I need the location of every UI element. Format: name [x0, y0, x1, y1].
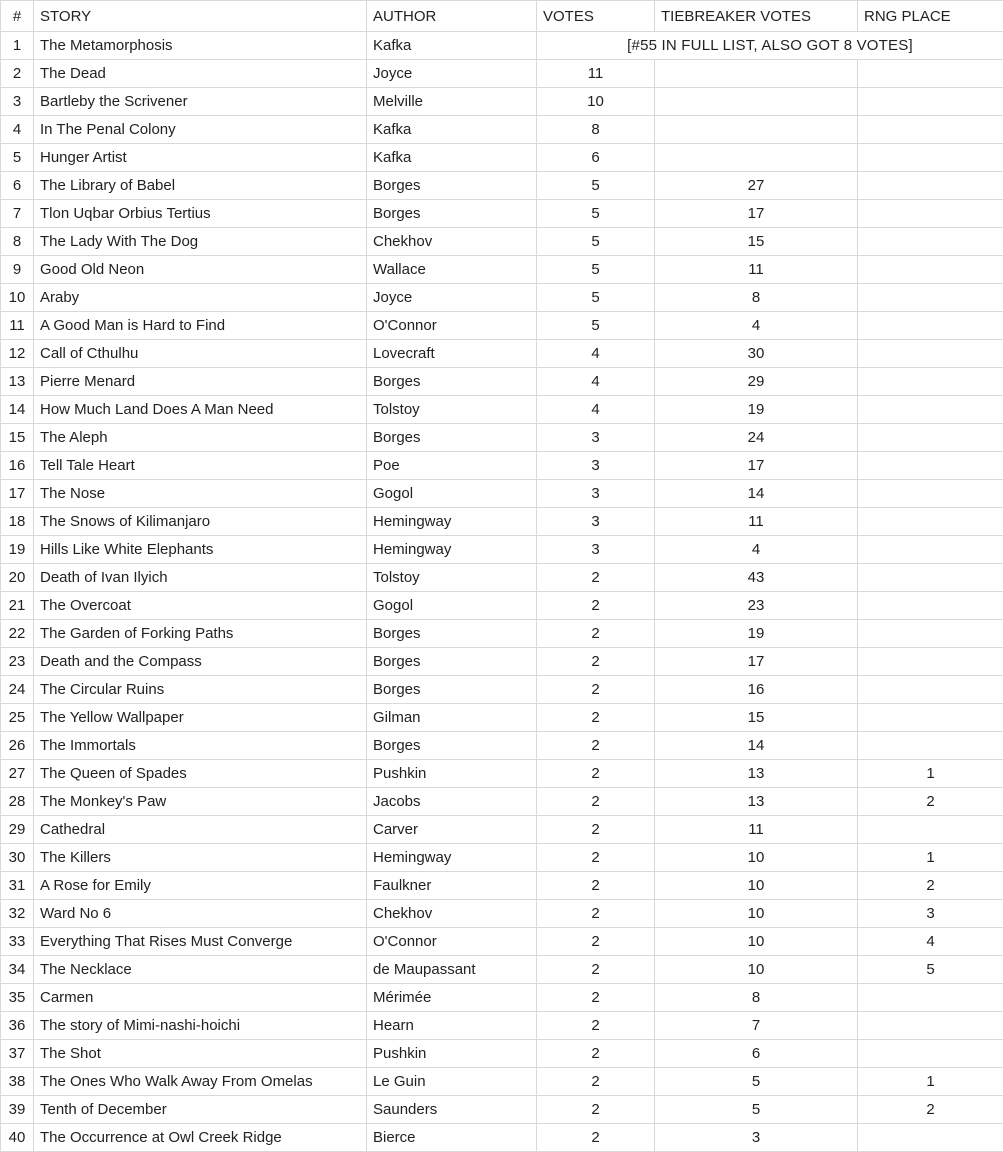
- cell-story[interactable]: Call of Cthulhu: [34, 340, 367, 368]
- cell-num[interactable]: 37: [1, 1040, 34, 1068]
- cell-votes[interactable]: 5: [537, 228, 655, 256]
- cell-rng-place[interactable]: 3: [858, 900, 1003, 928]
- cell-rng-place[interactable]: [858, 620, 1003, 648]
- cell-tiebreaker[interactable]: 3: [655, 1124, 858, 1152]
- table-row: [1, 1068, 1003, 1096]
- cell-votes[interactable]: 2: [537, 816, 655, 844]
- cell-author[interactable]: de Maupassant: [367, 956, 537, 984]
- cell-votes[interactable]: 3: [537, 452, 655, 480]
- cell-author[interactable]: Kafka: [367, 144, 537, 172]
- cell-votes[interactable]: 2: [537, 928, 655, 956]
- cell-rng-place[interactable]: [858, 648, 1003, 676]
- cell-votes[interactable]: 2: [537, 592, 655, 620]
- cell-tiebreaker[interactable]: 11: [655, 256, 858, 284]
- cell-tiebreaker[interactable]: 14: [655, 480, 858, 508]
- table-row: [1, 1124, 1003, 1152]
- header-row: [1, 1, 1003, 32]
- cell-author[interactable]: Le Guin: [367, 1068, 537, 1096]
- cell-votes[interactable]: 3: [537, 508, 655, 536]
- cell-votes[interactable]: 2: [537, 760, 655, 788]
- cell-story[interactable]: The Killers: [34, 844, 367, 872]
- cell-tiebreaker[interactable]: [655, 88, 858, 116]
- cell-author[interactable]: Borges: [367, 676, 537, 704]
- cell-votes[interactable]: 5: [537, 200, 655, 228]
- cell-rng-place[interactable]: [858, 228, 1003, 256]
- cell-author[interactable]: Melville: [367, 88, 537, 116]
- cell-num[interactable]: 15: [1, 424, 34, 452]
- cell-rng-place[interactable]: [858, 592, 1003, 620]
- table-row: [1, 312, 1003, 340]
- cell-votes[interactable]: 2: [537, 900, 655, 928]
- cell-num[interactable]: 36: [1, 1012, 34, 1040]
- cell-num[interactable]: 20: [1, 564, 34, 592]
- cell-votes[interactable]: 5: [537, 256, 655, 284]
- table-row: [1, 1012, 1003, 1040]
- cell-author[interactable]: Tolstoy: [367, 564, 537, 592]
- cell-rng-place[interactable]: 1: [858, 844, 1003, 872]
- cell-votes[interactable]: 2: [537, 620, 655, 648]
- cell-votes[interactable]: 2: [537, 1124, 655, 1152]
- table-row: [1, 424, 1003, 452]
- cell-rng-place[interactable]: [858, 676, 1003, 704]
- cell-num[interactable]: 1: [1, 32, 34, 60]
- table-row: [1, 592, 1003, 620]
- cell-rng-place[interactable]: [858, 312, 1003, 340]
- cell-tiebreaker[interactable]: 13: [655, 760, 858, 788]
- cell-tiebreaker[interactable]: 16: [655, 676, 858, 704]
- cell-votes[interactable]: 2: [537, 732, 655, 760]
- cell-rng-place[interactable]: 2: [858, 1096, 1003, 1124]
- cell-story[interactable]: Pierre Menard: [34, 368, 367, 396]
- cell-num[interactable]: 35: [1, 984, 34, 1012]
- table-row: [1, 32, 1003, 60]
- cell-rng-place[interactable]: 2: [858, 788, 1003, 816]
- cell-author[interactable]: Lovecraft: [367, 340, 537, 368]
- cell-story[interactable]: The Library of Babel: [34, 172, 367, 200]
- cell-author[interactable]: Bierce: [367, 1124, 537, 1152]
- cell-votes[interactable]: 4: [537, 396, 655, 424]
- cell-rng-place[interactable]: 1: [858, 760, 1003, 788]
- cell-votes[interactable]: 2: [537, 956, 655, 984]
- cell-num[interactable]: 19: [1, 536, 34, 564]
- cell-author[interactable]: Pushkin: [367, 1040, 537, 1068]
- cell-story[interactable]: Cathedral: [34, 816, 367, 844]
- cell-num[interactable]: 28: [1, 788, 34, 816]
- table-row: [1, 704, 1003, 732]
- cell-num[interactable]: 16: [1, 452, 34, 480]
- cell-rng-place[interactable]: [858, 704, 1003, 732]
- cell-author[interactable]: Kafka: [367, 32, 537, 60]
- cell-num[interactable]: 29: [1, 816, 34, 844]
- table-row: [1, 928, 1003, 956]
- cell-num[interactable]: 32: [1, 900, 34, 928]
- cell-story[interactable]: The Monkey's Paw: [34, 788, 367, 816]
- cell-num[interactable]: 12: [1, 340, 34, 368]
- cell-story[interactable]: In The Penal Colony: [34, 116, 367, 144]
- cell-rng-place[interactable]: 2: [858, 872, 1003, 900]
- cell-author[interactable]: Hemingway: [367, 536, 537, 564]
- cell-author[interactable]: Tolstoy: [367, 396, 537, 424]
- cell-rng-place[interactable]: [858, 480, 1003, 508]
- cell-story[interactable]: Ward No 6: [34, 900, 367, 928]
- cell-author[interactable]: O'Connor: [367, 312, 537, 340]
- cell-author[interactable]: Chekhov: [367, 228, 537, 256]
- cell-story[interactable]: Death of Ivan Ilyich: [34, 564, 367, 592]
- cell-num[interactable]: 4: [1, 116, 34, 144]
- cell-author[interactable]: Jacobs: [367, 788, 537, 816]
- cell-num[interactable]: 40: [1, 1124, 34, 1152]
- table-row: [1, 200, 1003, 228]
- cell-num[interactable]: 23: [1, 648, 34, 676]
- cell-rng-place[interactable]: [858, 200, 1003, 228]
- cell-author[interactable]: O'Connor: [367, 928, 537, 956]
- cell-story[interactable]: The Nose: [34, 480, 367, 508]
- table-row: [1, 760, 1003, 788]
- cell-num[interactable]: 17: [1, 480, 34, 508]
- cell-story[interactable]: A Good Man is Hard to Find: [34, 312, 367, 340]
- cell-num[interactable]: 26: [1, 732, 34, 760]
- table-body: [1, 32, 1003, 1152]
- cell-votes[interactable]: 11: [537, 60, 655, 88]
- table-row: [1, 900, 1003, 928]
- table-row: [1, 1040, 1003, 1068]
- cell-author[interactable]: Borges: [367, 368, 537, 396]
- cell-votes[interactable]: 2: [537, 872, 655, 900]
- cell-story[interactable]: Hills Like White Elephants: [34, 536, 367, 564]
- cell-author[interactable]: Pushkin: [367, 760, 537, 788]
- cell-author[interactable]: Gogol: [367, 592, 537, 620]
- cell-tiebreaker[interactable]: 4: [655, 312, 858, 340]
- cell-votes[interactable]: 2: [537, 704, 655, 732]
- cell-story[interactable]: The Aleph: [34, 424, 367, 452]
- cell-author[interactable]: Carver: [367, 816, 537, 844]
- cell-votes[interactable]: 3: [537, 424, 655, 452]
- cell-story[interactable]: The Ones Who Walk Away From Omelas: [34, 1068, 367, 1096]
- cell-rng-place[interactable]: [858, 508, 1003, 536]
- table-row: [1, 116, 1003, 144]
- header-author[interactable]: AUTHOR: [367, 1, 537, 32]
- cell-num[interactable]: 14: [1, 396, 34, 424]
- cell-tiebreaker[interactable]: [655, 116, 858, 144]
- cell-tiebreaker[interactable]: 5: [655, 1068, 858, 1096]
- cell-author[interactable]: Kafka: [367, 116, 537, 144]
- cell-author[interactable]: Joyce: [367, 284, 537, 312]
- cell-votes[interactable]: 2: [537, 1068, 655, 1096]
- cell-rng-place[interactable]: [858, 1040, 1003, 1068]
- cell-author[interactable]: Chekhov: [367, 900, 537, 928]
- cell-story[interactable]: The Necklace: [34, 956, 367, 984]
- cell-story[interactable]: Tlon Uqbar Orbius Tertius: [34, 200, 367, 228]
- cell-author[interactable]: Borges: [367, 732, 537, 760]
- table-row: [1, 984, 1003, 1012]
- cell-num[interactable]: 38: [1, 1068, 34, 1096]
- table-row: [1, 88, 1003, 116]
- cell-votes[interactable]: 2: [537, 844, 655, 872]
- cell-num[interactable]: 21: [1, 592, 34, 620]
- cell-tiebreaker[interactable]: 11: [655, 816, 858, 844]
- cell-author[interactable]: Joyce: [367, 60, 537, 88]
- cell-story[interactable]: The Metamorphosis: [34, 32, 367, 60]
- cell-author[interactable]: Borges: [367, 424, 537, 452]
- cell-num[interactable]: 5: [1, 144, 34, 172]
- cell-num[interactable]: 2: [1, 60, 34, 88]
- cell-rng-place[interactable]: [858, 284, 1003, 312]
- table-row: [1, 60, 1003, 88]
- cell-rng-place[interactable]: 1: [858, 1068, 1003, 1096]
- table-row: [1, 172, 1003, 200]
- cell-votes[interactable]: 6: [537, 144, 655, 172]
- cell-author[interactable]: Gogol: [367, 480, 537, 508]
- cell-num[interactable]: 13: [1, 368, 34, 396]
- cell-story[interactable]: Hunger Artist: [34, 144, 367, 172]
- cell-votes[interactable]: 3: [537, 480, 655, 508]
- cell-tiebreaker[interactable]: 27: [655, 172, 858, 200]
- cell-tiebreaker[interactable]: 30: [655, 340, 858, 368]
- cell-num[interactable]: 18: [1, 508, 34, 536]
- cell-rng-place[interactable]: [858, 1124, 1003, 1152]
- cell-rng-place[interactable]: [858, 424, 1003, 452]
- cell-num[interactable]: 22: [1, 620, 34, 648]
- cell-votes[interactable]: 4: [537, 368, 655, 396]
- header-votes[interactable]: VOTES: [537, 1, 655, 32]
- cell-tiebreaker[interactable]: 10: [655, 928, 858, 956]
- cell-tiebreaker[interactable]: [655, 144, 858, 172]
- table-row: [1, 872, 1003, 900]
- table-row: [1, 256, 1003, 284]
- header-rng-place[interactable]: RNG PLACE: [858, 1, 1003, 32]
- cell-story[interactable]: Araby: [34, 284, 367, 312]
- cell-votes[interactable]: 4: [537, 340, 655, 368]
- cell-rng-place[interactable]: [858, 144, 1003, 172]
- cell-author[interactable]: Wallace: [367, 256, 537, 284]
- cell-num[interactable]: 11: [1, 312, 34, 340]
- cell-tiebreaker[interactable]: 43: [655, 564, 858, 592]
- cell-rng-place[interactable]: 4: [858, 928, 1003, 956]
- table-row: [1, 648, 1003, 676]
- cell-num[interactable]: 3: [1, 88, 34, 116]
- cell-rng-place[interactable]: [858, 452, 1003, 480]
- cell-num[interactable]: 24: [1, 676, 34, 704]
- header-tiebreaker[interactable]: TIEBREAKER VOTES: [655, 1, 858, 32]
- cell-votes[interactable]: 5: [537, 172, 655, 200]
- table-row: [1, 816, 1003, 844]
- cell-tiebreaker[interactable]: 8: [655, 984, 858, 1012]
- cell-story[interactable]: Death and the Compass: [34, 648, 367, 676]
- table-row: [1, 788, 1003, 816]
- cell-num[interactable]: 10: [1, 284, 34, 312]
- cell-story[interactable]: The Immortals: [34, 732, 367, 760]
- cell-story[interactable]: Tell Tale Heart: [34, 452, 367, 480]
- cell-story[interactable]: The Garden of Forking Paths: [34, 620, 367, 648]
- cell-rng-place[interactable]: [858, 60, 1003, 88]
- table-row: [1, 956, 1003, 984]
- cell-tiebreaker[interactable]: 10: [655, 900, 858, 928]
- cell-tiebreaker[interactable]: [655, 60, 858, 88]
- cell-story[interactable]: The Lady With The Dog: [34, 228, 367, 256]
- cell-tiebreaker[interactable]: 15: [655, 228, 858, 256]
- cell-votes[interactable]: 2: [537, 676, 655, 704]
- cell-tiebreaker[interactable]: 23: [655, 592, 858, 620]
- cell-rng-place[interactable]: [858, 368, 1003, 396]
- cell-author[interactable]: Mérimée: [367, 984, 537, 1012]
- cell-story[interactable]: The Yellow Wallpaper: [34, 704, 367, 732]
- cell-num[interactable]: 9: [1, 256, 34, 284]
- table-row: [1, 368, 1003, 396]
- table-row: [1, 452, 1003, 480]
- cell-tiebreaker[interactable]: 4: [655, 536, 858, 564]
- cell-num[interactable]: 31: [1, 872, 34, 900]
- cell-num[interactable]: 25: [1, 704, 34, 732]
- cell-author[interactable]: Hemingway: [367, 844, 537, 872]
- cell-tiebreaker[interactable]: 5: [655, 1096, 858, 1124]
- cell-votes[interactable]: 2: [537, 788, 655, 816]
- cell-story[interactable]: The Dead: [34, 60, 367, 88]
- cell-story[interactable]: Carmen: [34, 984, 367, 1012]
- table-row: [1, 676, 1003, 704]
- table-row: [1, 228, 1003, 256]
- cell-tiebreaker[interactable]: 10: [655, 844, 858, 872]
- cell-votes[interactable]: 2: [537, 648, 655, 676]
- cell-story[interactable]: How Much Land Does A Man Need: [34, 396, 367, 424]
- cell-num[interactable]: 6: [1, 172, 34, 200]
- cell-tiebreaker[interactable]: 17: [655, 648, 858, 676]
- cell-tiebreaker[interactable]: 19: [655, 396, 858, 424]
- table-row: [1, 144, 1003, 172]
- cell-author[interactable]: Borges: [367, 620, 537, 648]
- cell-tiebreaker[interactable]: 29: [655, 368, 858, 396]
- cell-votes[interactable]: 3: [537, 536, 655, 564]
- cell-tiebreaker[interactable]: 8: [655, 284, 858, 312]
- cell-story[interactable]: Everything That Rises Must Converge: [34, 928, 367, 956]
- cell-num[interactable]: 8: [1, 228, 34, 256]
- cell-tiebreaker[interactable]: 10: [655, 872, 858, 900]
- cell-rng-place[interactable]: [858, 536, 1003, 564]
- cell-tiebreaker[interactable]: 6: [655, 1040, 858, 1068]
- cell-rng-place[interactable]: [858, 564, 1003, 592]
- cell-rng-place[interactable]: [858, 1012, 1003, 1040]
- cell-story[interactable]: Bartleby the Scrivener: [34, 88, 367, 116]
- cell-votes[interactable]: 2: [537, 984, 655, 1012]
- cell-story[interactable]: The Shot: [34, 1040, 367, 1068]
- cell-num[interactable]: 7: [1, 200, 34, 228]
- cell-votes[interactable]: 2: [537, 1012, 655, 1040]
- table-row: [1, 1096, 1003, 1124]
- cell-rng-place[interactable]: 5: [858, 956, 1003, 984]
- cell-num[interactable]: 30: [1, 844, 34, 872]
- cell-votes[interactable]: 5: [537, 284, 655, 312]
- cell-rng-place[interactable]: [858, 984, 1003, 1012]
- cell-rng-place[interactable]: [858, 88, 1003, 116]
- table-row: [1, 340, 1003, 368]
- table-row: [1, 844, 1003, 872]
- table-row: [1, 564, 1003, 592]
- cell-tiebreaker[interactable]: 17: [655, 200, 858, 228]
- header-num[interactable]: #: [1, 1, 34, 32]
- cell-story[interactable]: The Occurrence at Owl Creek Ridge: [34, 1124, 367, 1152]
- table-row: [1, 396, 1003, 424]
- cell-votes[interactable]: 2: [537, 564, 655, 592]
- cell-author[interactable]: Poe: [367, 452, 537, 480]
- cell-story[interactable]: The story of Mimi-nashi-hoichi: [34, 1012, 367, 1040]
- cell-rng-place[interactable]: [858, 116, 1003, 144]
- cell-note[interactable]: [#55 IN FULL LIST, ALSO GOT 8 VOTES]: [537, 32, 1003, 60]
- cell-author[interactable]: Hearn: [367, 1012, 537, 1040]
- cell-author[interactable]: Hemingway: [367, 508, 537, 536]
- cell-tiebreaker[interactable]: 24: [655, 424, 858, 452]
- cell-tiebreaker[interactable]: 13: [655, 788, 858, 816]
- cell-author[interactable]: Faulkner: [367, 872, 537, 900]
- cell-story[interactable]: A Rose for Emily: [34, 872, 367, 900]
- table-row: [1, 620, 1003, 648]
- cell-author[interactable]: Borges: [367, 172, 537, 200]
- cell-rng-place[interactable]: [858, 256, 1003, 284]
- cell-tiebreaker[interactable]: 14: [655, 732, 858, 760]
- table-row: [1, 508, 1003, 536]
- cell-rng-place[interactable]: [858, 816, 1003, 844]
- cell-story[interactable]: Tenth of December: [34, 1096, 367, 1124]
- cell-votes[interactable]: 5: [537, 312, 655, 340]
- cell-num[interactable]: 39: [1, 1096, 34, 1124]
- cell-votes[interactable]: 10: [537, 88, 655, 116]
- cell-votes[interactable]: 8: [537, 116, 655, 144]
- cell-author[interactable]: Borges: [367, 648, 537, 676]
- cell-author[interactable]: Borges: [367, 200, 537, 228]
- cell-story[interactable]: The Circular Ruins: [34, 676, 367, 704]
- cell-tiebreaker[interactable]: 11: [655, 508, 858, 536]
- cell-num[interactable]: 27: [1, 760, 34, 788]
- cell-story[interactable]: The Overcoat: [34, 592, 367, 620]
- cell-votes[interactable]: 2: [537, 1096, 655, 1124]
- table-row: [1, 732, 1003, 760]
- cell-num[interactable]: 34: [1, 956, 34, 984]
- cell-votes[interactable]: 2: [537, 1040, 655, 1068]
- cell-rng-place[interactable]: [858, 732, 1003, 760]
- cell-rng-place[interactable]: [858, 340, 1003, 368]
- cell-tiebreaker[interactable]: 7: [655, 1012, 858, 1040]
- header-story[interactable]: STORY: [34, 1, 367, 32]
- cell-num[interactable]: 33: [1, 928, 34, 956]
- cell-author[interactable]: Gilman: [367, 704, 537, 732]
- cell-rng-place[interactable]: [858, 396, 1003, 424]
- table-row: [1, 284, 1003, 312]
- cell-tiebreaker[interactable]: 17: [655, 452, 858, 480]
- cell-author[interactable]: Saunders: [367, 1096, 537, 1124]
- cell-rng-place[interactable]: [858, 172, 1003, 200]
- cell-story[interactable]: The Queen of Spades: [34, 760, 367, 788]
- cell-story[interactable]: The Snows of Kilimanjaro: [34, 508, 367, 536]
- table-row: [1, 480, 1003, 508]
- cell-tiebreaker[interactable]: 19: [655, 620, 858, 648]
- table-row: [1, 536, 1003, 564]
- cell-tiebreaker[interactable]: 10: [655, 956, 858, 984]
- cell-tiebreaker[interactable]: 15: [655, 704, 858, 732]
- cell-story[interactable]: Good Old Neon: [34, 256, 367, 284]
